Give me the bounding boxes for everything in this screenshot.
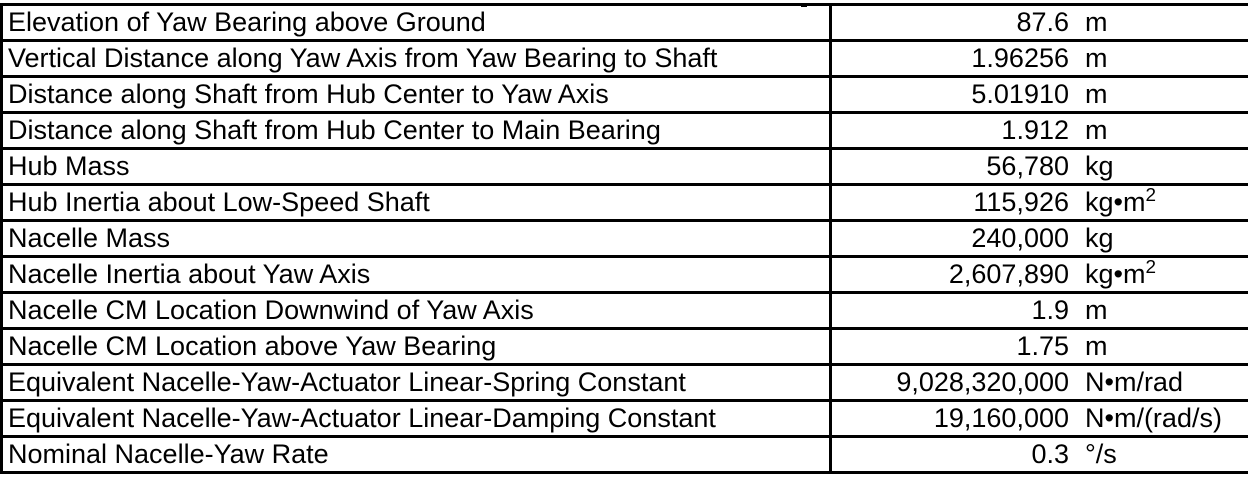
value-number: 115,926 [832, 186, 1069, 219]
property-value [832, 186, 1248, 219]
property-value-cell [831, 437, 1248, 473]
property-value [832, 42, 1248, 75]
property-value [832, 78, 1248, 111]
value-number: 5.01910 [832, 78, 1069, 111]
value-number: 9,028,320,000 [832, 366, 1069, 399]
value-number: 1.912 [832, 114, 1069, 147]
value-number: 1.9 [832, 294, 1069, 327]
property-value-cell [831, 113, 1248, 149]
table-row [2, 5, 1248, 41]
value-unit: m [1069, 42, 1108, 75]
value-unit: kg [1069, 150, 1114, 183]
property-value [832, 330, 1248, 363]
property-value [832, 294, 1248, 327]
table-row [2, 149, 1248, 185]
property-value-cell [831, 77, 1248, 113]
property-value [832, 366, 1248, 399]
value-unit: m [1069, 330, 1108, 363]
value-number: 240,000 [832, 222, 1069, 255]
property-label: Vertical Distance along Yaw Axis from Yaw Bearing to Shaft [2, 41, 831, 77]
property-value [832, 222, 1248, 255]
value-unit: m [1069, 114, 1108, 147]
property-value-cell [831, 149, 1248, 185]
property-label: Elevation of Yaw Bearing above Ground [2, 5, 831, 41]
value-unit: N•m/(rad/s) [1069, 402, 1222, 435]
property-value [832, 438, 1248, 471]
property-label: Nominal Nacelle-Yaw Rate [2, 437, 831, 473]
cropped-caption-artifact [801, 3, 807, 7]
property-value-cell [831, 365, 1248, 401]
value-unit: $kg•m^2$ [1069, 186, 1156, 219]
value-unit: N•m/rad [1069, 366, 1183, 399]
table-row [2, 293, 1248, 329]
document-page [0, 3, 1248, 486]
property-value [832, 6, 1248, 39]
property-value-cell [831, 329, 1248, 365]
value-unit: °/s [1069, 438, 1117, 471]
value-unit: $kg•m^2$ [1069, 258, 1156, 291]
property-label: Distance along Shaft from Hub Center to Yaw Axis [2, 77, 831, 113]
value-unit: kg [1069, 222, 1114, 255]
property-label: Nacelle Mass [2, 221, 831, 257]
property-label: Hub Mass [2, 149, 831, 185]
value-number: 56,780 [832, 150, 1069, 183]
value-unit: m [1069, 6, 1108, 39]
table-row [2, 365, 1248, 401]
value-number: 19,160,000 [832, 402, 1069, 435]
property-label: Nacelle Inertia about Yaw Axis [2, 257, 831, 293]
table-row [2, 437, 1248, 473]
table-row [2, 113, 1248, 149]
table-row [2, 77, 1248, 113]
value-unit: m [1069, 294, 1108, 327]
value-number: 1.96256 [832, 42, 1069, 75]
property-value [832, 402, 1248, 435]
property-label: Equivalent Nacelle-Yaw-Actuator Linear-Spring Constant [2, 365, 831, 401]
property-value-cell [831, 401, 1248, 437]
property-value-cell [831, 293, 1248, 329]
value-number: 2,607,890 [832, 258, 1069, 291]
table-row [2, 221, 1248, 257]
property-label: Nacelle CM Location Downwind of Yaw Axis [2, 293, 831, 329]
value-number: 0.3 [832, 438, 1069, 471]
property-value-cell [831, 257, 1248, 293]
property-value [832, 258, 1248, 291]
property-value [832, 114, 1248, 147]
properties-table-body [2, 5, 1248, 473]
property-value-cell [831, 41, 1248, 77]
property-value [832, 150, 1248, 183]
table-row [2, 401, 1248, 437]
property-value-cell [831, 185, 1248, 221]
property-label: Distance along Shaft from Hub Center to Main Bearing [2, 113, 831, 149]
value-unit: m [1069, 78, 1108, 111]
property-label: Hub Inertia about Low-Speed Shaft [2, 185, 831, 221]
property-value-cell [831, 221, 1248, 257]
table-row [2, 185, 1248, 221]
table-row [2, 329, 1248, 365]
table-row [2, 257, 1248, 293]
value-number: 1.75 [832, 330, 1069, 363]
property-value-cell [831, 5, 1248, 41]
property-label: Nacelle CM Location above Yaw Bearing [2, 329, 831, 365]
property-label: Equivalent Nacelle-Yaw-Actuator Linear-Damping Constant [2, 401, 831, 437]
value-number: 87.6 [832, 6, 1069, 39]
table-row [2, 41, 1248, 77]
hub-nacelle-properties-table [0, 3, 1248, 474]
